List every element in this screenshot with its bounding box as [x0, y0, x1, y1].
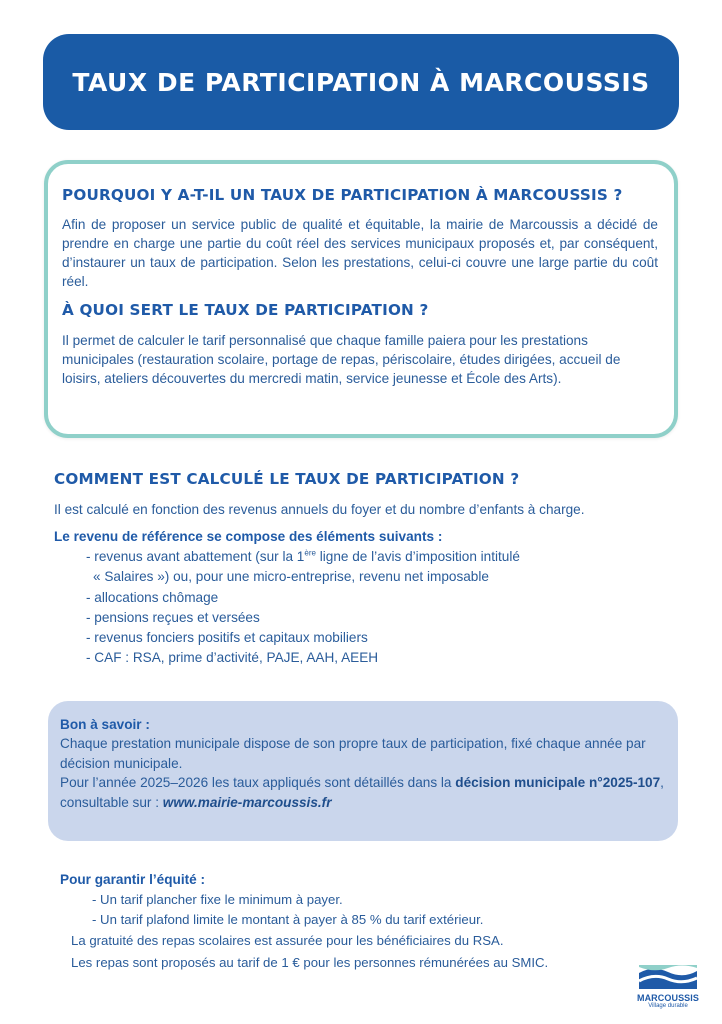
good-to-know-decision: Pour l’année 2025–2026 les taux appliqués sont détaillés dans la décision municipale n°2025-107, consultable sur : www.mairie-marcoussis.fr [60, 775, 664, 810]
good-to-know-text: Chaque prestation municipale dispose de son propre taux de participation, fixé chaque année par décision municipale. [60, 736, 646, 771]
logo-name: MARCOUSSIS [636, 993, 699, 1003]
equity-list [60, 890, 620, 930]
reference-income-title: Le revenu de référence se compose des éléments suivants : [54, 529, 443, 544]
list-item: - revenus avant abattement (sur la 1ère ligne de l’avis d’imposition intitulé [86, 548, 520, 564]
why-text: Afin de proposer un service public de qualité et équitable, la mairie de Marcoussis a décidé de prendre en charge une partie du coût réel des services municipaux proposés et, par conséquent, d’instaurer un taux de participation. Selon les prestations, celui-ci couvre une large partie du coût réel. [62, 217, 658, 289]
good-to-know-box [48, 701, 678, 841]
decision-reference: décision municipale n°2025-107 [455, 775, 661, 790]
purpose-heading: À QUOI SERT LE TAUX DE PARTICIPATION ? [62, 301, 429, 319]
equity-note-rsa: La gratuité des repas scolaires est assurée pour les bénéficiaires du RSA. [71, 933, 504, 948]
reference-income-list [54, 547, 674, 669]
list-item-continuation: « Salaires ») ou, pour une micro-entreprise, revenu net imposable [93, 569, 489, 585]
page-title: TAUX DE PARTICIPATION À MARCOUSSIS [72, 67, 650, 97]
wave-logo-icon [637, 963, 699, 991]
equity-section [60, 872, 620, 974]
list-item: - revenus fonciers positifs et capitaux mobiliers [86, 630, 368, 646]
good-to-know-title: Bon à savoir : [60, 717, 150, 732]
calculation-heading: COMMENT EST CALCULÉ LE TAUX DE PARTICIPATION ? [54, 470, 520, 488]
list-item: - Un tarif plafond limite le montant à payer à 85 % du tarif extérieur. [92, 912, 484, 927]
calculation-intro: Il est calculé en fonction des revenus annuels du foyer et du nombre d’enfants à charge. [54, 502, 585, 517]
why-heading: POURQUOI Y A-T-IL UN TAUX DE PARTICIPATION À MARCOUSSIS ? [62, 186, 623, 204]
list-item: - CAF : RSA, prime d’activité, PAJE, AAH, AEEH [86, 650, 379, 666]
list-item: - pensions reçues et versées [86, 609, 260, 625]
website-link[interactable]: www.mairie-marcoussis.fr [162, 794, 332, 810]
marcoussis-logo [632, 963, 704, 1017]
title-banner [43, 34, 679, 130]
equity-note-smic: Les repas sont proposés au tarif de 1 € pour les personnes rémunérées au SMIC. [71, 955, 549, 970]
list-item: - Un tarif plancher fixe le minimum à payer. [92, 892, 343, 907]
equity-title: Pour garantir l’équité : [60, 872, 206, 887]
calculation-section [54, 470, 674, 669]
info-panel [44, 160, 678, 438]
list-item: - allocations chômage [86, 589, 219, 605]
logo-tagline: Village durable [648, 1003, 688, 1009]
purpose-text: Il permet de calculer le tarif personnalisé que chaque famille paiera pour les prestations municipales (restauration scolaire, portage de repas, périscolaire, études dirigées, accueil de loisirs, ateliers découvertes du mercredi matin, service jeunesse et École des Arts). [62, 333, 621, 386]
